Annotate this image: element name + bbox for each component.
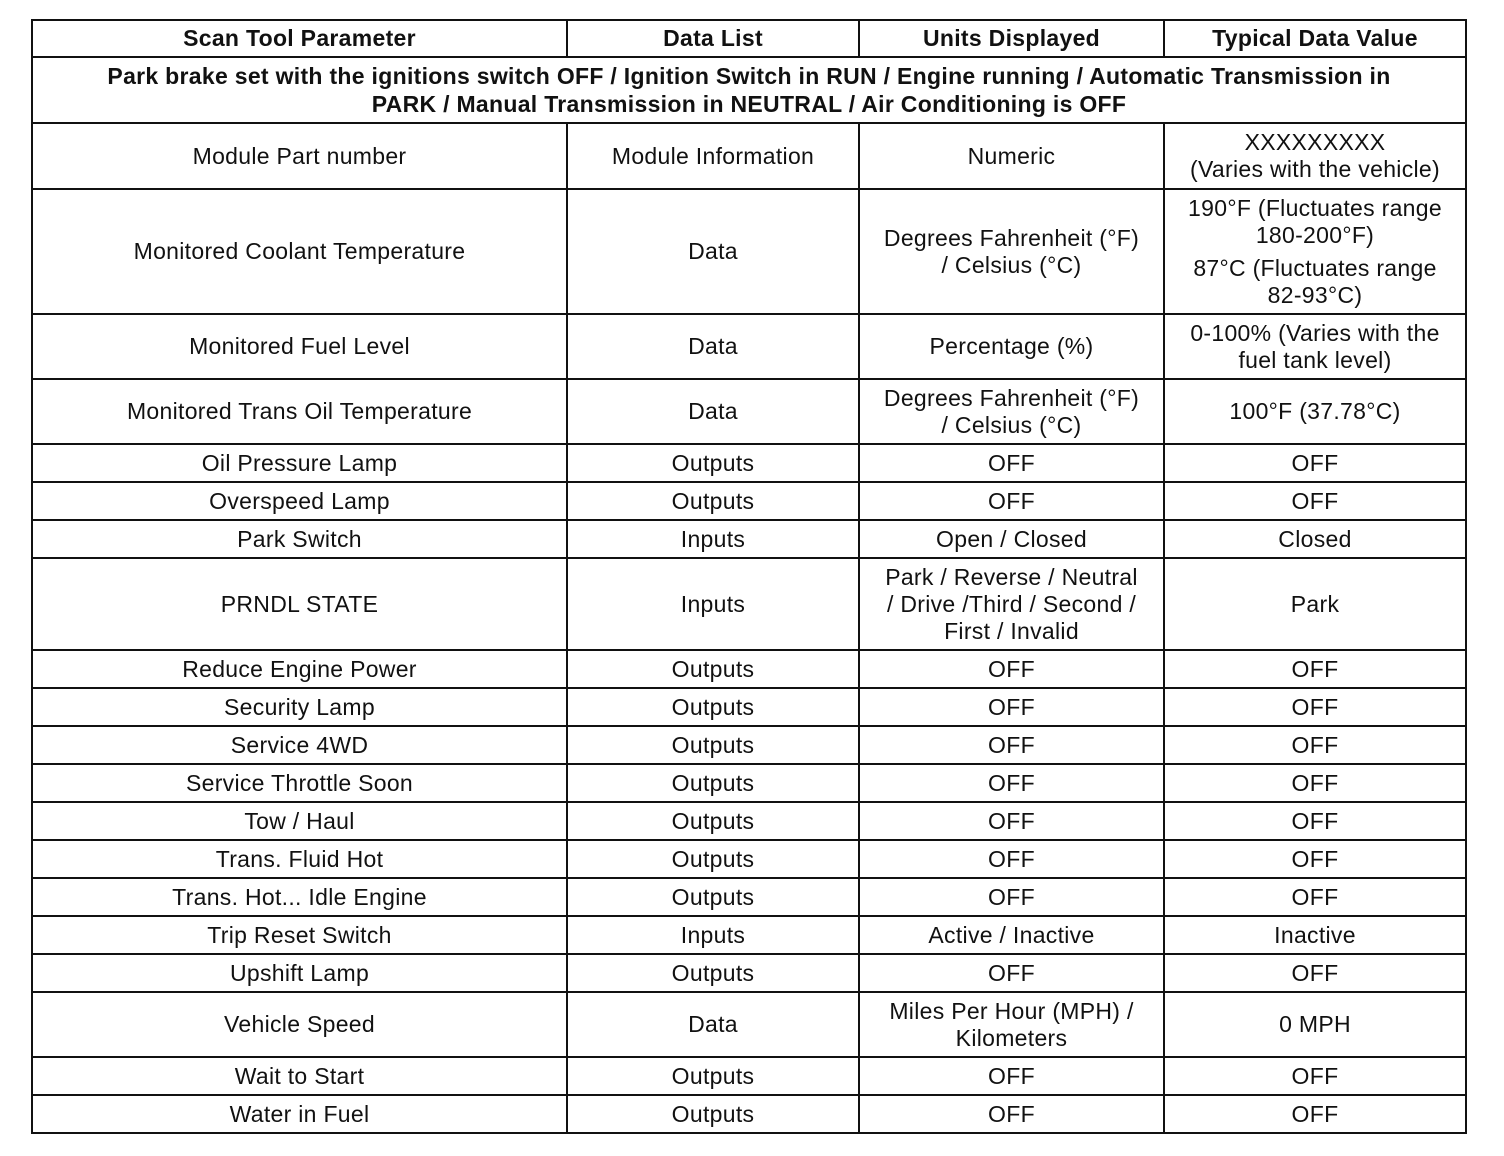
data-list-cell: Outputs — [567, 878, 859, 916]
table-row — [32, 688, 1466, 726]
table-row — [32, 1095, 1466, 1133]
typical-value-cell: OFF — [1164, 726, 1466, 764]
units-line: Miles Per Hour (MPH) / — [889, 997, 1134, 1024]
header-typical-data-value: Typical Data Value — [1164, 20, 1466, 57]
parameter-cell: Overspeed Lamp — [32, 482, 567, 520]
typical-value-cell — [1164, 123, 1466, 189]
typical-value-cell — [1164, 189, 1466, 314]
parameter-cell: Park Switch — [32, 520, 567, 558]
data-list-cell: Outputs — [567, 840, 859, 878]
units-cell: OFF — [859, 954, 1164, 992]
units-cell: Open / Closed — [859, 520, 1164, 558]
table-row — [32, 482, 1466, 520]
typical-value-celsius — [1171, 255, 1459, 309]
units-line: Degrees Fahrenheit (°F) — [883, 224, 1140, 251]
data-list-cell: Outputs — [567, 1057, 859, 1095]
data-list-cell: Outputs — [567, 764, 859, 802]
units-cell: Numeric — [859, 123, 1164, 189]
data-list-cell: Outputs — [567, 444, 859, 482]
scan-tool-data-table-container — [31, 19, 1465, 1134]
parameter-cell: Oil Pressure Lamp — [32, 444, 567, 482]
data-list-cell: Data — [567, 189, 859, 314]
typical-value-cell: OFF — [1164, 840, 1466, 878]
typical-value-cell: OFF — [1164, 878, 1466, 916]
typical-value-cell: OFF — [1164, 954, 1466, 992]
scan-tool-data-table — [31, 19, 1467, 1134]
typical-value-line: 190°F (Fluctuates range — [1188, 194, 1442, 221]
units-cell: Active / Inactive — [859, 916, 1164, 954]
data-list-cell: Data — [567, 379, 859, 444]
units-cell: OFF — [859, 840, 1164, 878]
table-row — [32, 726, 1466, 764]
data-list-cell: Inputs — [567, 520, 859, 558]
table-row — [32, 1057, 1466, 1095]
units-cell: OFF — [859, 482, 1164, 520]
units-cell — [859, 379, 1164, 444]
parameter-cell: Service Throttle Soon — [32, 764, 567, 802]
data-list-cell: Module Information — [567, 123, 859, 189]
table-row — [32, 878, 1466, 916]
units-line: / Celsius (°C) — [941, 251, 1082, 278]
parameter-cell: Water in Fuel — [32, 1095, 567, 1133]
header-row — [32, 20, 1466, 57]
table-row — [32, 650, 1466, 688]
test-conditions — [32, 57, 1466, 123]
typical-value-cell: OFF — [1164, 444, 1466, 482]
header-scan-tool-parameter: Scan Tool Parameter — [32, 20, 567, 57]
units-cell: OFF — [859, 878, 1164, 916]
parameter-cell: Module Part number — [32, 123, 567, 189]
parameter-cell: Monitored Fuel Level — [32, 314, 567, 379]
typical-value-line: 82-93°C) — [1267, 281, 1363, 308]
units-cell: OFF — [859, 1095, 1164, 1133]
parameter-cell: Tow / Haul — [32, 802, 567, 840]
typical-value-cell: Inactive — [1164, 916, 1466, 954]
table-row — [32, 764, 1466, 802]
header-data-list: Data List — [567, 20, 859, 57]
data-list-cell: Outputs — [567, 954, 859, 992]
table-row — [32, 189, 1466, 314]
table-row — [32, 916, 1466, 954]
typical-value-cell: OFF — [1164, 1057, 1466, 1095]
data-list-cell: Outputs — [567, 482, 859, 520]
typical-value-cell: Park — [1164, 558, 1466, 650]
units-line: Degrees Fahrenheit (°F) — [883, 384, 1140, 411]
units-cell — [859, 992, 1164, 1057]
typical-value-line: 87°C (Fluctuates range — [1193, 254, 1437, 281]
condition-row — [32, 57, 1466, 123]
table-row — [32, 802, 1466, 840]
units-cell: OFF — [859, 726, 1164, 764]
units-line: First / Invalid — [944, 617, 1079, 644]
typical-value-cell: OFF — [1164, 650, 1466, 688]
typical-value-cell — [1164, 314, 1466, 379]
units-cell: OFF — [859, 444, 1164, 482]
typical-value-line: XXXXXXXXX — [1244, 129, 1386, 155]
parameter-cell: Security Lamp — [32, 688, 567, 726]
typical-value-line: 0-100% (Varies with the — [1190, 319, 1440, 346]
data-list-cell: Inputs — [567, 916, 859, 954]
table-row — [32, 992, 1466, 1057]
units-cell: Percentage (%) — [859, 314, 1164, 379]
parameter-cell: Reduce Engine Power — [32, 650, 567, 688]
data-list-cell: Outputs — [567, 802, 859, 840]
typical-value-cell: 0 MPH — [1164, 992, 1466, 1057]
typical-value-line: 180-200°F) — [1255, 221, 1375, 248]
units-cell: OFF — [859, 764, 1164, 802]
typical-value-cell: 100°F (37.78°C) — [1164, 379, 1466, 444]
parameter-cell: Trip Reset Switch — [32, 916, 567, 954]
typical-value-cell: OFF — [1164, 1095, 1466, 1133]
typical-value-cell: OFF — [1164, 688, 1466, 726]
parameter-cell: Trans. Hot... Idle Engine — [32, 878, 567, 916]
parameter-cell: Service 4WD — [32, 726, 567, 764]
units-cell — [859, 558, 1164, 650]
table-row — [32, 379, 1466, 444]
parameter-cell: Vehicle Speed — [32, 992, 567, 1057]
typical-value-line: (Varies with the vehicle) — [1190, 156, 1440, 182]
units-cell: OFF — [859, 688, 1164, 726]
units-line: / Drive /Third / Second / — [886, 590, 1137, 617]
typical-value-line: fuel tank level) — [1238, 346, 1392, 373]
parameter-cell: PRNDL STATE — [32, 558, 567, 650]
units-line: / Celsius (°C) — [941, 411, 1082, 438]
condition-line-1: Park brake set with the ignitions switch OFF / Ignition Switch in RUN / Engine running / Automatic Transmission in — [107, 63, 1391, 89]
parameter-cell: Monitored Coolant Temperature — [32, 189, 567, 314]
table-row — [32, 520, 1466, 558]
table-row — [32, 314, 1466, 379]
data-list-cell: Data — [567, 314, 859, 379]
parameter-cell: Upshift Lamp — [32, 954, 567, 992]
data-list-cell: Inputs — [567, 558, 859, 650]
condition-line-2: PARK / Manual Transmission in NEUTRAL / Air Conditioning is OFF — [371, 91, 1127, 117]
header-units-displayed: Units Displayed — [859, 20, 1164, 57]
typical-value-cell: OFF — [1164, 482, 1466, 520]
parameter-cell: Trans. Fluid Hot — [32, 840, 567, 878]
typical-value-fahrenheit — [1171, 195, 1459, 249]
table-row — [32, 558, 1466, 650]
table-row — [32, 444, 1466, 482]
table-row — [32, 840, 1466, 878]
data-list-cell: Outputs — [567, 650, 859, 688]
data-list-cell: Outputs — [567, 1095, 859, 1133]
typical-value-cell: OFF — [1164, 802, 1466, 840]
parameter-cell: Monitored Trans Oil Temperature — [32, 379, 567, 444]
data-list-cell: Outputs — [567, 726, 859, 764]
data-list-cell: Data — [567, 992, 859, 1057]
units-cell: OFF — [859, 650, 1164, 688]
units-cell: OFF — [859, 802, 1164, 840]
units-line: Kilometers — [955, 1024, 1068, 1051]
parameter-cell: Wait to Start — [32, 1057, 567, 1095]
table-row — [32, 954, 1466, 992]
units-cell — [859, 189, 1164, 314]
units-cell: OFF — [859, 1057, 1164, 1095]
typical-value-cell: OFF — [1164, 764, 1466, 802]
typical-value-cell: Closed — [1164, 520, 1466, 558]
data-list-cell: Outputs — [567, 688, 859, 726]
units-line: Park / Reverse / Neutral — [885, 563, 1138, 590]
table-row — [32, 123, 1466, 189]
